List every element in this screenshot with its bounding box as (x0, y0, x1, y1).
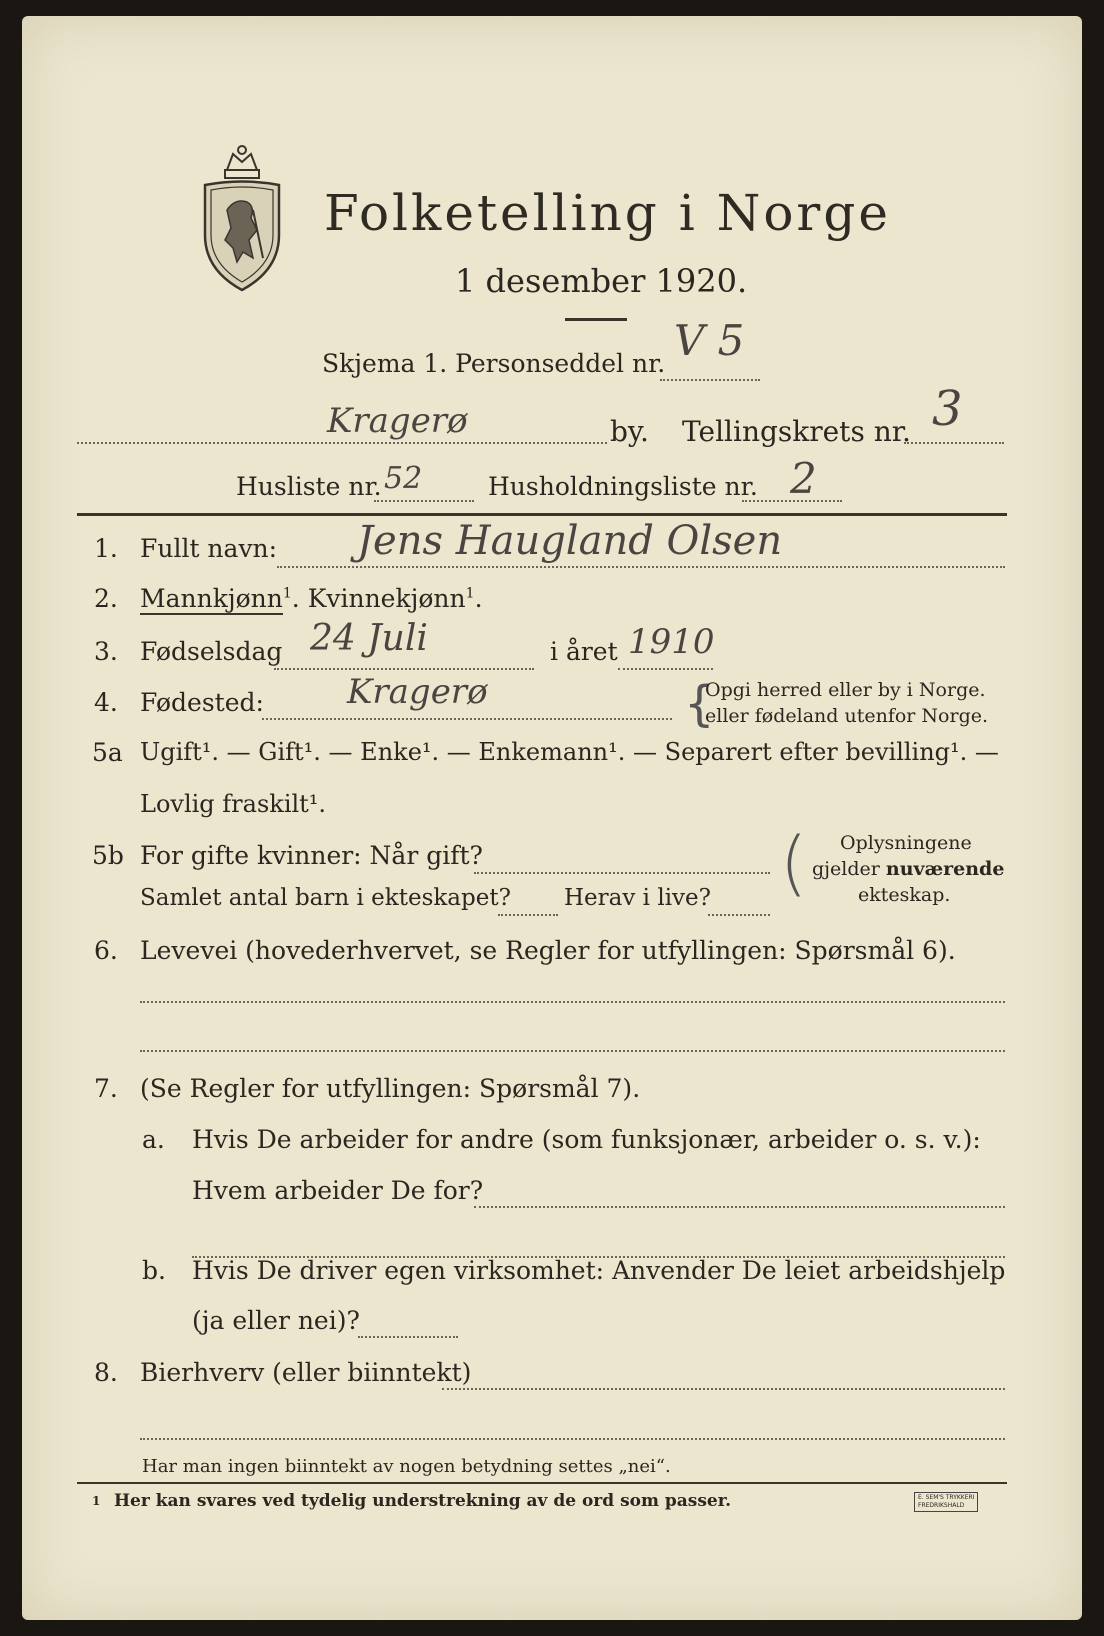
q2-female-footnote-mark: 1 (465, 585, 475, 602)
q5b-when-married-label: For gifte kvinner: Når gift? (140, 841, 483, 870)
husholdning-value: 2 (790, 454, 817, 503)
q4-line (262, 718, 672, 720)
q2-male-footnote-mark: 1 (282, 585, 292, 602)
q4-value: Kragerø (347, 672, 488, 712)
q3-day-line (274, 668, 534, 670)
husholdning-line (742, 500, 842, 502)
printer-stamp (914, 1492, 978, 1512)
q2-number: 2. (94, 584, 118, 613)
q1-value: Jens Haugland Olsen (357, 518, 783, 564)
footnote-text: Her kan svares ved tydelig understrekning av de ord som passer. (114, 1491, 732, 1511)
q3-value: 24 Juli (310, 618, 428, 659)
q3-year-label: i året (550, 637, 618, 666)
q5b-note-line1: Oplysningene (840, 832, 972, 854)
husliste-line (374, 500, 474, 502)
q6-line2 (140, 1050, 1005, 1052)
q3-label: Fødselsdag (140, 637, 283, 666)
census-form-page (22, 16, 1082, 1620)
q2-option-female[interactable]: Kvinnekjønn (307, 584, 466, 613)
q7a-letter: a. (142, 1125, 165, 1154)
husliste-value: 52 (384, 461, 423, 496)
form-date: 1 desember 1920. (455, 262, 748, 300)
q3-number: 3. (94, 637, 118, 666)
q7a-question: Hvis De arbeider for andre (som funksjonær, arbeider o. s. v.): (192, 1125, 981, 1154)
q2-option-separator: . (291, 584, 308, 613)
city-line (77, 442, 607, 444)
q2-options (140, 584, 483, 613)
q7b-answer-label: (ja eller nei)? (192, 1306, 360, 1335)
q2-option-end: . (474, 584, 483, 613)
q7-label: (Se Regler for utfyllingen: Spørsmål 7). (140, 1074, 641, 1103)
husholdning-label: Husholdningsliste nr. (488, 472, 758, 501)
norwegian-coat-of-arms-icon (197, 140, 287, 295)
q4-label: Fødested: (140, 688, 264, 717)
q8-note: Har man ingen biinntekt av nogen betydning settes „nei“. (142, 1456, 671, 1477)
q7b-question: Hvis De driver egen virksomhet: Anvender De leiet arbeidshjelp (192, 1256, 1006, 1285)
q4-note-line2: eller fødeland utenfor Norge. (705, 705, 989, 727)
q8-number: 8. (94, 1358, 118, 1387)
q4-note-brace: { (684, 676, 715, 732)
q5b-note-line2 (812, 858, 1004, 880)
q6-line1 (140, 1001, 1005, 1003)
q7b-answer-line (358, 1336, 458, 1338)
q3-year-line (618, 668, 713, 670)
q2-option-male[interactable]: Mannkjønn (140, 584, 283, 613)
krets-value: 3 (932, 381, 963, 437)
title-divider (565, 318, 627, 321)
q5a-options-cont: Lovlig fraskilt¹. (140, 790, 327, 818)
printer-stamp-line1: E. SEM'S TRYKKERI (918, 1494, 975, 1501)
footnote-mark: 1 (92, 1494, 101, 1508)
husliste-label: Husliste nr. (236, 472, 382, 501)
q5a-options: Ugift¹. — Gift¹. — Enke¹. — Enkemann¹. — Separert efter bevilling¹. — (140, 738, 999, 766)
q8-label: Bierhverv (eller biinntekt) (140, 1358, 472, 1387)
q5b-note-line3: ekteskap. (858, 884, 951, 906)
q5b-note-nuvaerende: nuværende (885, 858, 1005, 880)
q1-label: Fullt navn: (140, 534, 278, 563)
q7-number: 7. (94, 1074, 118, 1103)
q5b-children-line (498, 914, 558, 916)
footnote-rule (77, 1482, 1007, 1484)
q5a-number: 5a (92, 738, 123, 767)
by-label: by. (610, 415, 649, 448)
q4-note-line1: Opgi herred eller by i Norge. (705, 679, 986, 701)
q1-number: 1. (94, 534, 118, 563)
city-value: Kragerø (327, 401, 468, 441)
skjema-line (660, 379, 760, 381)
krets-line (904, 442, 1004, 444)
q4-number: 4. (94, 688, 118, 717)
skjema-label: Skjema 1. Personseddel nr. (322, 349, 666, 378)
q5b-children-label: Samlet antal barn i ekteskapet? (140, 885, 511, 911)
q5b-alive-line (708, 914, 770, 916)
q6-label: Levevei (hovederhvervet, se Regler for utfyllingen: Spørsmål 6). (140, 936, 956, 965)
q7b-letter: b. (142, 1256, 166, 1285)
q5b-note-brace: ( (780, 822, 808, 904)
q7a-employer-label: Hvem arbeider De for? (192, 1176, 484, 1205)
q5b-note-gjelder: gjelder (812, 858, 880, 880)
q3-year-value: 1910 (628, 622, 715, 662)
form-title: Folketelling i Norge (324, 184, 891, 242)
q5b-alive-label: Herav i live? (564, 885, 711, 911)
q8-line2 (140, 1438, 1005, 1440)
q7a-employer-line (474, 1206, 1005, 1208)
q5b-when-married-line (474, 872, 770, 874)
q5b-number: 5b (92, 841, 124, 870)
printer-stamp-line2: FREDRIKSHALD (918, 1502, 965, 1509)
q6-number: 6. (94, 936, 118, 965)
q1-line (277, 566, 1005, 568)
q8-line (442, 1388, 1005, 1390)
skjema-value: V 5 (674, 316, 745, 365)
header-rule (77, 513, 1007, 516)
krets-label: Tellingskrets nr. (682, 415, 911, 448)
